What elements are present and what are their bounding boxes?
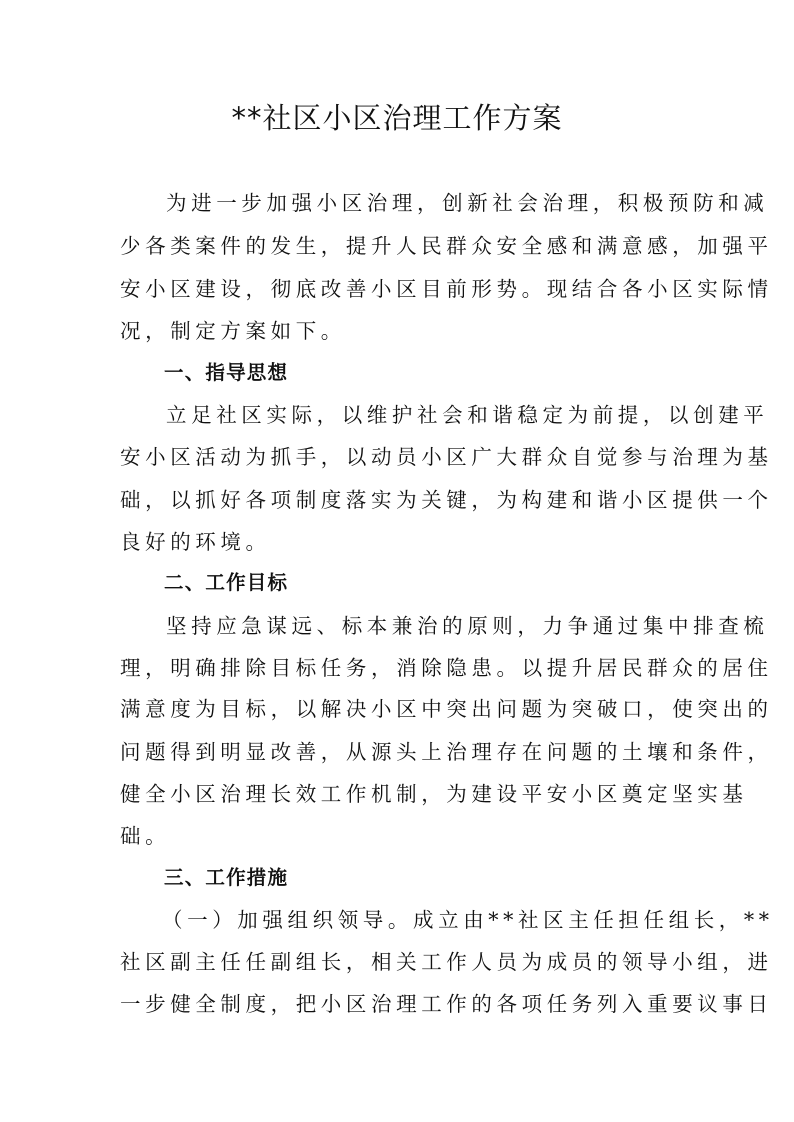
section-heading-work-goals: 二、工作目标 [164,571,289,594]
section1-line-4: 良好的环境。 [120,530,271,554]
section2-line-2: 理，明确排除目标任务，消除隐患。以提升居民群众的居住 [120,656,773,680]
section2-line-5: 健全小区治理长效工作机制，为建设平安小区奠定坚实基 [120,782,748,806]
section2-line-4: 问题得到明显改善，从源头上治理存在问题的土壤和条件， [120,740,773,764]
section1-line-1: 立足社区实际，以维护社会和谐稳定为前提，以创建平 [166,403,769,427]
section2-line-6: 础。 [120,824,171,848]
intro-line-2: 少各类案件的发生，提升人民群众安全感和满意感，加强平 [120,234,773,258]
intro-line-4: 况，制定方案如下。 [120,319,346,343]
section-heading-guiding-ideology: 一、指导思想 [164,361,289,384]
section3-line-2: 社区副主任任副组长，相关工作人员为成员的领导小组，进 [120,950,773,974]
section2-line-1: 坚持应急谋远、标本兼治的原则，力争通过集中排查梳 [166,614,769,638]
intro-line-1: 为进一步加强小区治理，创新社会治理，积极预防和减 [166,191,769,215]
section2-line-3: 满意度为目标，以解决小区中突出问题为突破口，使突出的 [120,697,773,721]
section-heading-work-measures: 三、工作措施 [164,866,289,889]
section1-line-2: 安小区活动为抓手，以动员小区广大群众自觉参与治理为基 [120,445,773,469]
section3-line-1: （一）加强组织领导。成立由**社区主任担任组长，** [162,908,774,932]
intro-line-3: 安小区建设，彻底改善小区目前形势。现结合各小区实际情 [120,277,773,301]
section3-line-3: 一步健全制度，把小区治理工作的各项任务列入重要议事日 [120,992,773,1016]
document-title: **社区小区治理工作方案 [231,101,563,135]
section1-line-3: 础，以抓好各项制度落实为关键，为构建和谐小区提供一个 [120,488,773,512]
